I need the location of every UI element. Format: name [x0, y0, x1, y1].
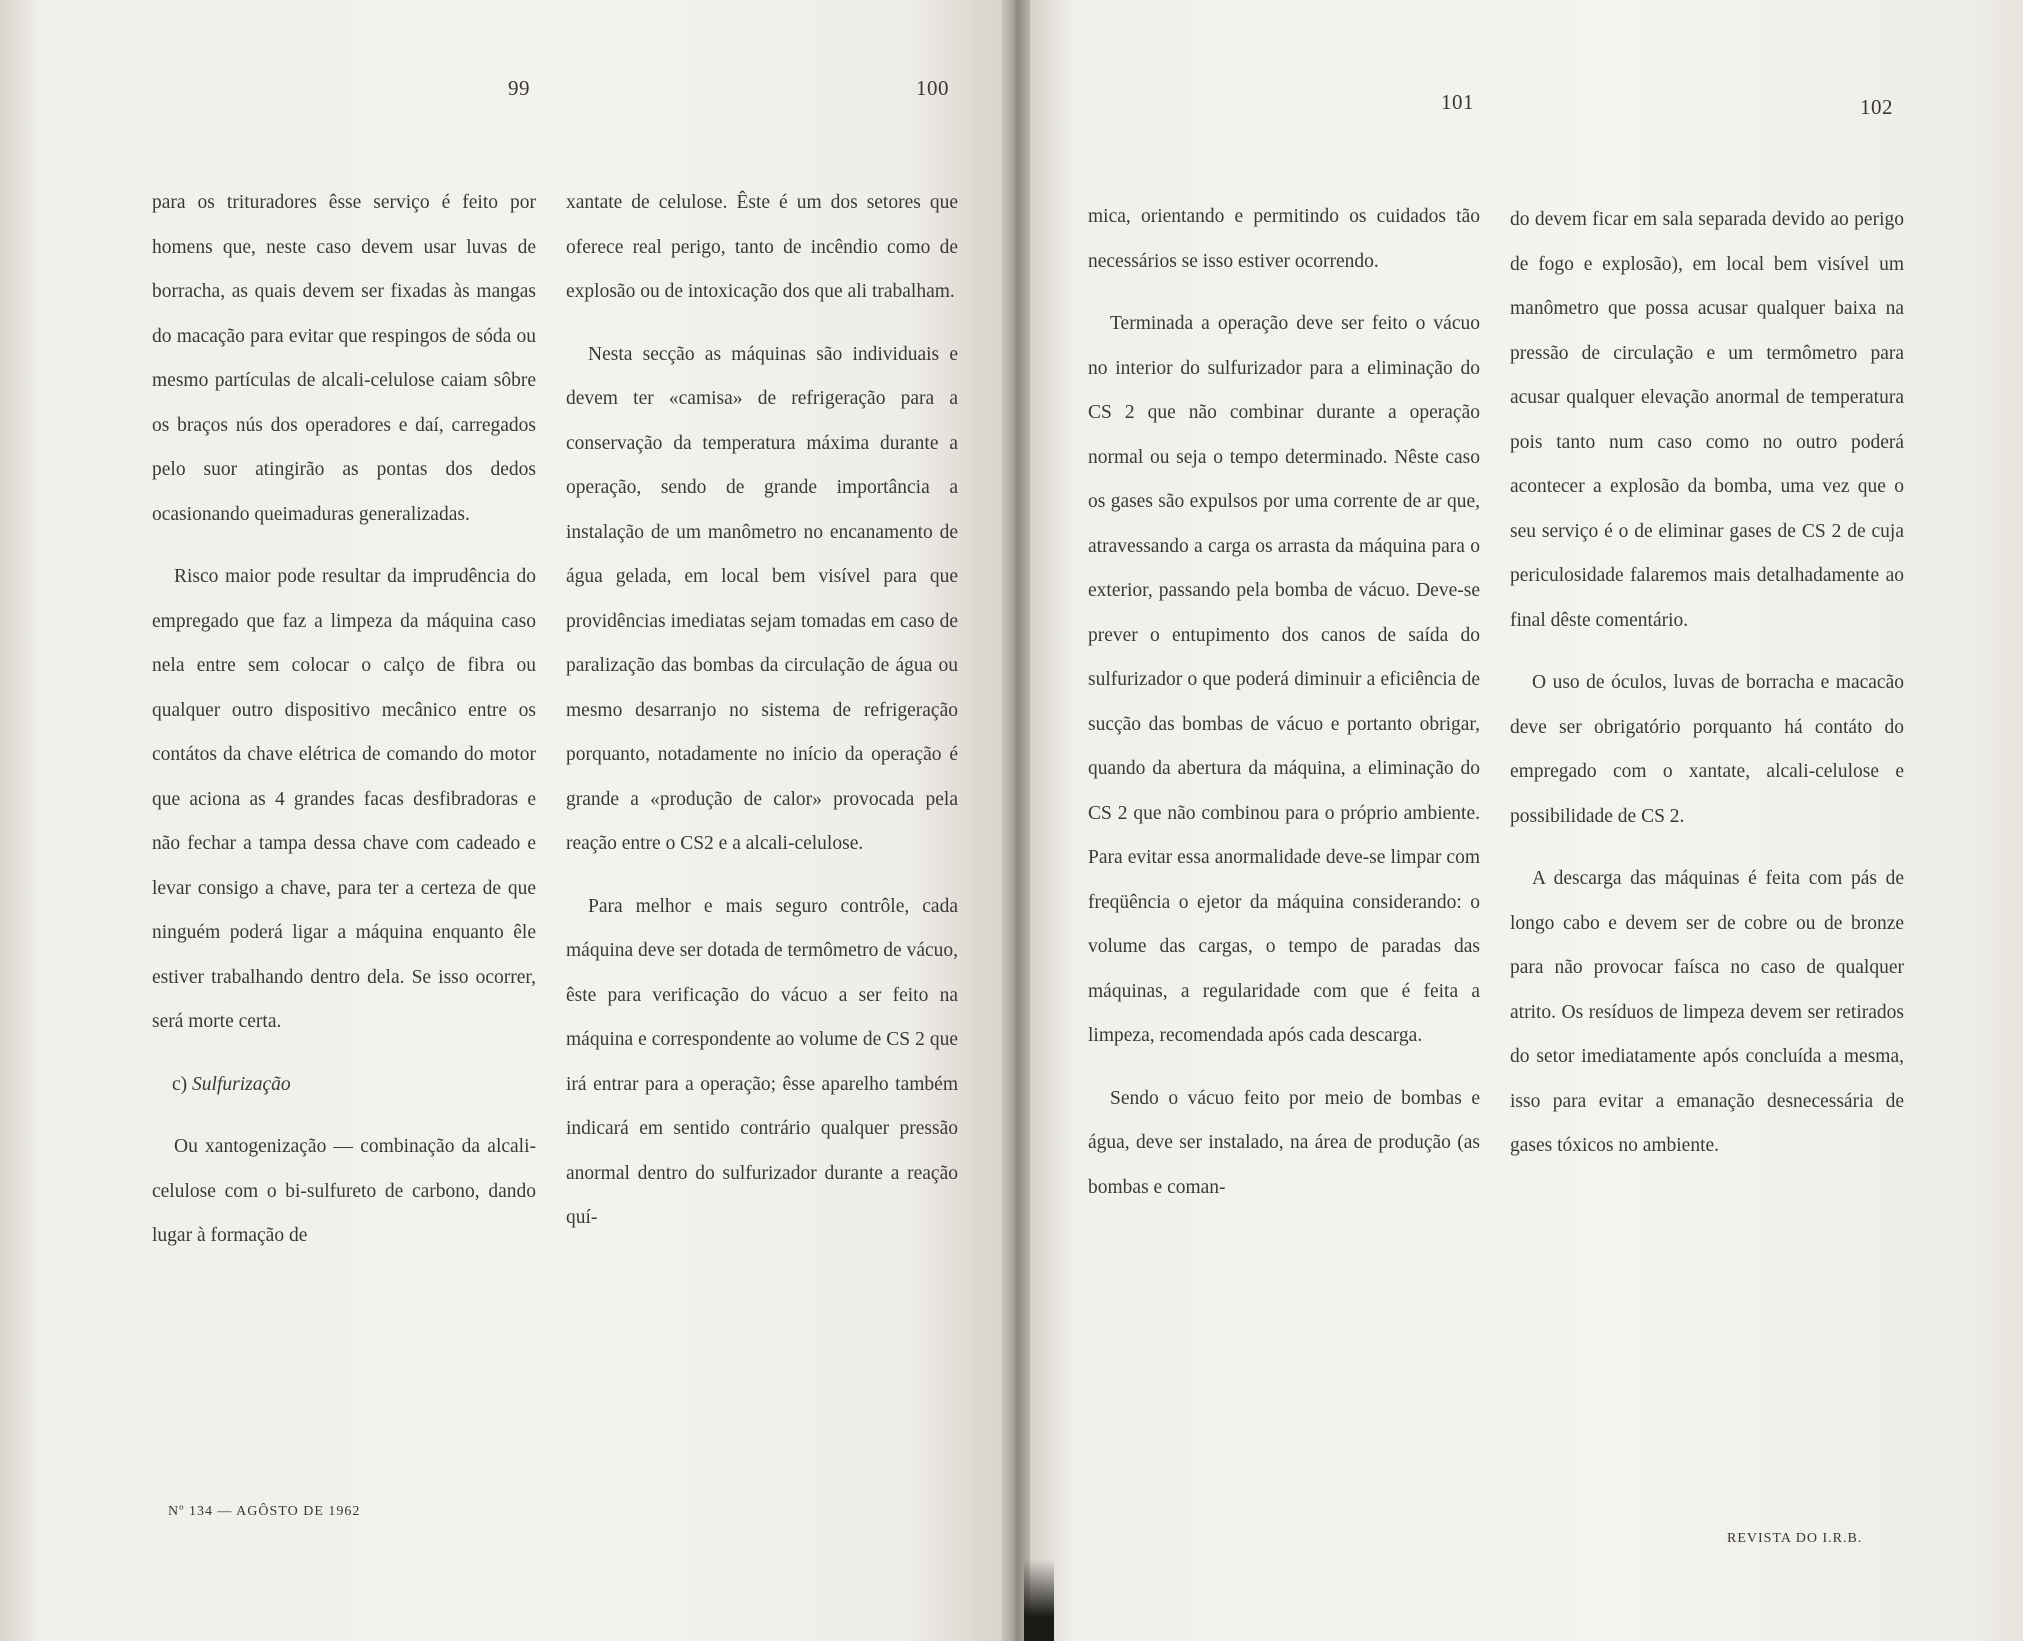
paragraph: O uso de óculos, luvas de borracha e macacão deve ser obrigatório porquanto há contáto do empregado com o xantate, alcali-celulose e possibilidade de CS 2.	[1510, 672, 1904, 827]
paragraph: do devem ficar em sala separada devido ao perigo de fogo e explosão), em local bem visível um manômetro que possa acusar qualquer baixa na pressão de circulação e um termômetro para acusar qualquer elevação anormal de temperatura pois tanto num caso como no outro poderá acontecer a explosão da bomba, uma vez que o seu serviço é o de eliminar gases de CS 2 de cuja periculosidade falaremos mais detalhadamente ao final dêste comentário.	[1510, 209, 1904, 631]
column-page-99	[152, 181, 536, 1259]
paragraph: Sendo o vácuo feito por meio de bombas e água, deve ser instalado, na área de produção (as bombas e coman-	[1088, 1087, 1480, 1198]
column-page-100	[566, 181, 958, 1241]
footer-journal-name: REVISTA DO I.R.B.	[1727, 1531, 1863, 1546]
paragraph: A descarga das máquinas é feita com pás de longo cabo e devem ser de cobre ou de bronze para não provocar faísca no caso de qualquer atrito. Os resíduos de limpeza devem ser retirados do setor imediatamente após concluída a mesma, isso para evitar a emanação desnecessária de gases tóxicos no ambiente.	[1510, 868, 1904, 1156]
paragraph: para os trituradores êsse serviço é feito por homens que, neste caso devem usar luvas de borracha, as quais devem ser fixadas às mangas do macação para evitar que respingos de sóda ou mesmo partículas de alcali-celulose caiam sôbre os braços nús dos operadores e daí, carregados pelo suor atingirão as pontas dos dedos ocasionando queimaduras generalizadas.	[152, 192, 536, 525]
page-number-102: 102	[1860, 95, 1893, 119]
section-heading	[152, 1063, 536, 1108]
footer-issue-date: Nº 134 — AGÔSTO DE 1962	[168, 1504, 361, 1519]
gutter-shadow	[1024, 1560, 1054, 1641]
section-heading-title: Sulfurização	[192, 1073, 291, 1095]
page-number-100: 100	[916, 76, 949, 100]
paragraph: Terminada a operação deve ser feito o vácuo no interior do sulfurizador para a eliminação do CS 2 que não combinar durante a operação normal ou seja o tempo determinado. Nêste caso os gases são expulsos por uma corrente de ar que, atravessando a carga os arrasta da máquina para o exterior, passando pela bomba de vácuo. Deve-se prever o entupimento dos canos de saída do sulfurizador o que poderá diminuir a eficiência de sucção das bombas de vácuo e portanto obrigar, quando da abertura da máquina, a eliminação do CS 2 que não combinou para o próprio ambiente. Para evitar essa anormalidade deve-se limpar com freqüência o ejetor da máquina considerando: o volume das cargas, o tempo de paradas das máquinas, a regularidade com que é feita a limpeza, recomendada após cada descarga.	[1088, 313, 1480, 1046]
column-page-102	[1510, 198, 1904, 1169]
paragraph: Para melhor e mais seguro contrôle, cada máquina deve ser dotada de termômetro de vácuo, êste para verificação do vácuo a ser feito na máquina e correspondente ao volume de CS 2 que irá entrar para a operação; êsse aparelho também indicará em sentido contrário qualquer pressão anormal dentro do sulfurizador durante a reação quí-	[566, 895, 959, 1228]
paragraph: Ou xantogenização — combinação da alcali-celulose com o bi-sulfureto de carbono, dando lugar à formação de	[152, 1136, 536, 1246]
section-heading-prefix: c)	[172, 1073, 188, 1095]
page-number-99: 99	[508, 76, 530, 100]
column-page-101	[1088, 195, 1480, 1210]
paragraph: xantate de celulose. Êste é um dos setores que oferece real perigo, tanto de incêndio como de explosão ou de intoxicação dos que ali trabalham.	[566, 192, 958, 302]
book-gutter	[1002, 0, 1030, 1641]
paragraph: Risco maior pode resultar da imprudência do empregado que faz a limpeza da máquina caso nela entre sem colocar o calço de fibra ou qualquer outro dispositivo mecânico entre os contátos da chave elétrica de comando do motor que aciona as 4 grandes facas desfibradoras e não fechar a tampa dessa chave com cadeado e levar consigo a chave, para ter a certeza de que ninguém poderá ligar a máquina enquanto êle estiver trabalhando dentro dela. Se isso ocorrer, será morte certa.	[152, 566, 536, 1032]
page-number-101: 101	[1441, 90, 1474, 114]
paragraph: Nesta secção as máquinas são individuais e devem ter «camisa» de refrigeração para a conservação da temperatura máxima durante a operação, sendo de grande importância a instalação de um manômetro no encanamento de água gelada, em local bem visível para que providências imediatas sejam tomadas em caso de paralização das bombas da circulação de água ou mesmo desarranjo no sistema de refrigeração porquanto, notadamente no início da operação é grande a «produção de calor» provocada pela reação entre o CS2 e a alcali-celulose.	[566, 343, 958, 854]
paragraph: mica, orientando e permitindo os cuidados tão necessários se isso estiver ocorrendo.	[1088, 206, 1480, 272]
